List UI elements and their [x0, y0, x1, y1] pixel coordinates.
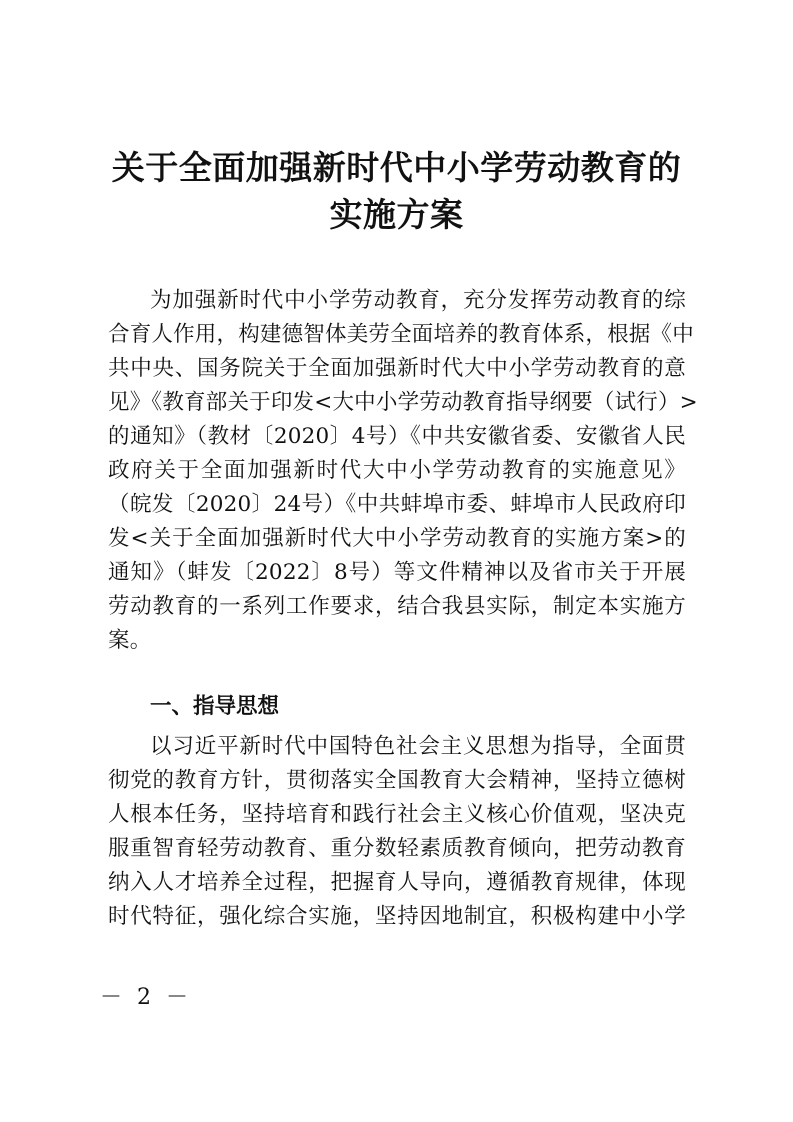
intro-paragraph-line: （皖发〔2020〕24号）《中共蚌埠市委、蚌埠市人民政府印 — [108, 492, 686, 517]
section-paragraph-line: 纳入人才培养全过程，把握育人导向，遵循教育规律，体现 — [108, 870, 686, 895]
page-number: － 2 － — [100, 985, 192, 1010]
section-paragraph-line: 服重智育轻劳动教育、重分数轻素质教育倾向，把劳动教育 — [108, 836, 686, 861]
section-paragraph-line: 人根本任务，坚持培育和践行社会主义核心价值观，坚决克 — [108, 802, 686, 827]
intro-paragraph-line: 通知》（蚌发〔2022〕8号）等文件精神以及省市关于开展 — [108, 560, 686, 585]
intro-paragraph-line: 案。 — [108, 628, 152, 653]
document-title-line-1: 关于全面加强新时代中小学劳动教育的 — [111, 148, 682, 187]
intro-paragraph-line: 的通知》（教材〔2020〕4号）《中共安徽省委、安徽省人民 — [108, 424, 686, 449]
intro-paragraph-line: 见》《教育部关于印发<大中小学劳动教育指导纲要（试行）> — [108, 390, 698, 415]
section-paragraph-line: 以习近平新时代中国特色社会主义思想为指导，全面贯 — [150, 734, 686, 759]
document-title-line-2: 实施方案 — [329, 195, 464, 234]
section-heading-guiding-ideology: 一、指导思想 — [150, 694, 280, 719]
section-paragraph-line: 时代特征，强化综合实施，坚持因地制宜，积极构建中小学 — [108, 904, 686, 929]
intro-paragraph-line: 为加强新时代中小学劳动教育，充分发挥劳动教育的综 — [150, 288, 686, 313]
intro-paragraph-line: 合育人作用，构建德智体美劳全面培养的教育体系，根据《中 — [108, 322, 694, 347]
intro-paragraph-line: 发<关于全面加强新时代大中小学劳动教育的实施方案>的 — [108, 526, 686, 551]
intro-paragraph-line: 共中央、国务院关于全面加强新时代大中小学劳动教育的意 — [108, 356, 686, 381]
intro-paragraph-line: 劳动教育的一系列工作要求，结合我县实际，制定本实施方 — [108, 594, 686, 619]
section-paragraph-line: 彻党的教育方针，贯彻落实全国教育大会精神，坚持立德树 — [108, 768, 686, 793]
intro-paragraph-line: 政府关于全面加强新时代大中小学劳动教育的实施意见》 — [108, 458, 686, 483]
